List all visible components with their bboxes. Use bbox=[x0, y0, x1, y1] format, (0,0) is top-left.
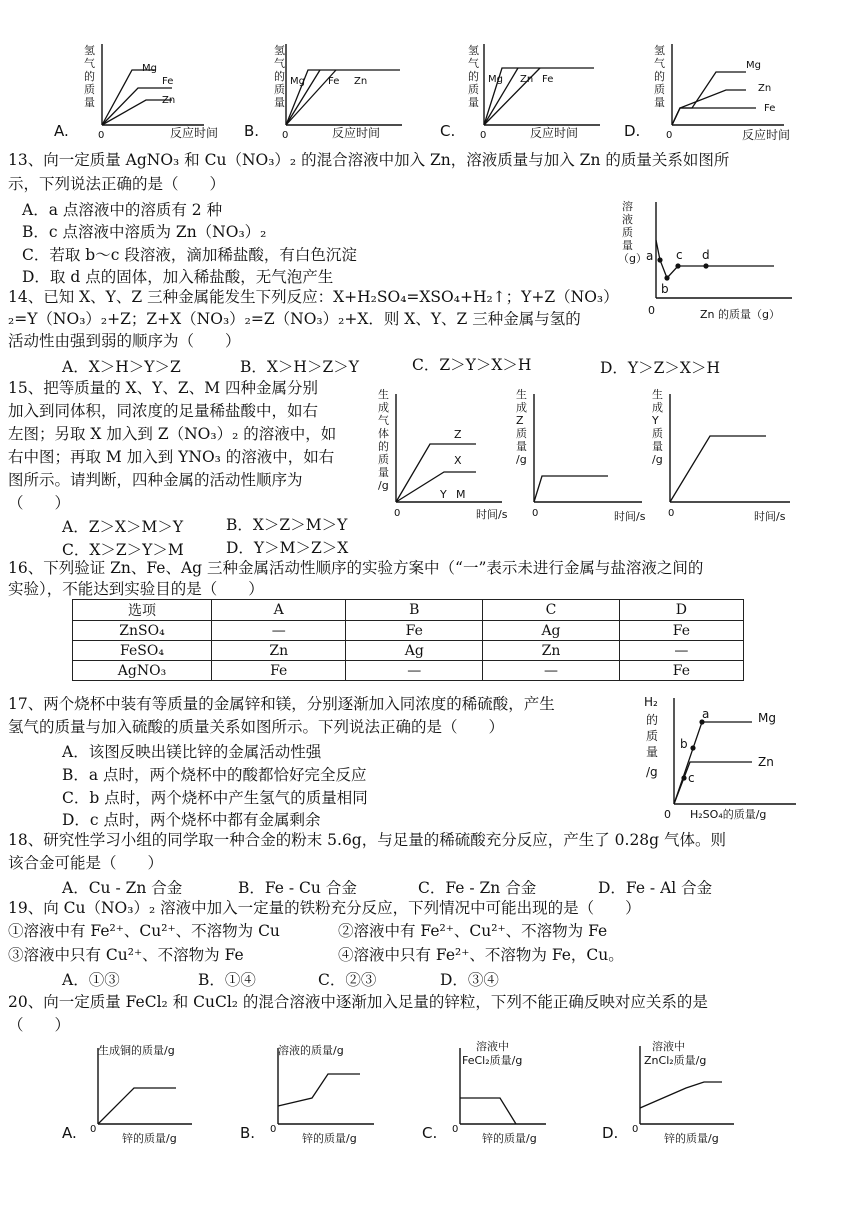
svg-text:的: 的 bbox=[274, 70, 285, 83]
y-axis-label bbox=[646, 713, 658, 779]
q17-option-a[interactable]: A．该图反映出镁比锌的金属活动性强 bbox=[62, 743, 322, 761]
y-axis-label bbox=[84, 43, 95, 109]
origin-label: 0 bbox=[666, 130, 673, 140]
q14-stem-line3: 活动性由强到弱的顺序为（ ） bbox=[8, 332, 241, 350]
table-cell: AgNO₃ bbox=[73, 661, 212, 681]
q19-item-3: ③溶液中只有 Cu²⁺、不溶物为 Fe bbox=[8, 946, 244, 964]
svg-text:的: 的 bbox=[468, 70, 479, 83]
svg-text:气: 气 bbox=[378, 414, 389, 427]
option-letter-d: D. bbox=[624, 122, 641, 140]
y-axis-label bbox=[274, 43, 285, 109]
solution-mass-line bbox=[656, 240, 774, 278]
origin-label: 0 bbox=[452, 1124, 459, 1135]
point-label-b: b bbox=[661, 282, 669, 296]
table-header-cell: B bbox=[346, 600, 483, 621]
q15-option-b[interactable]: B．X＞Z＞M＞Y bbox=[226, 516, 348, 534]
table-cell: Ag bbox=[483, 621, 620, 641]
series-label-zn: Zn bbox=[758, 83, 772, 94]
table-cell: — bbox=[212, 621, 346, 641]
q16-table bbox=[72, 599, 744, 681]
q14-stem-line1: 14、已知 X、Y、Z 三种金属能发生下列反应：X+H₂SO₄=XSO₄+H₂↑；Y+Z（NO₃） bbox=[8, 288, 619, 306]
series-label-mg: Mg bbox=[758, 711, 776, 725]
series-label-fe: Fe bbox=[764, 103, 776, 114]
series-line-mg bbox=[674, 722, 752, 804]
x-axis-label: 锌的质量/g bbox=[302, 1132, 357, 1145]
series-label-fe: Fe bbox=[542, 74, 554, 85]
q16-stem-line2: 实验），不能达到实验目的是（ ） bbox=[8, 580, 264, 598]
q14-option-d[interactable]: D．Y＞Z＞X＞H bbox=[600, 359, 720, 377]
svg-text:的: 的 bbox=[654, 70, 665, 83]
y-axis-label bbox=[468, 43, 479, 109]
table-header-cell: A bbox=[212, 600, 346, 621]
q18-stem-line2: 该合金可能是（ ） bbox=[8, 854, 164, 872]
y-label-char: 质 bbox=[84, 83, 95, 96]
y-label-char: 量 bbox=[84, 96, 95, 109]
table-row bbox=[73, 621, 744, 641]
y-label-char: 气 bbox=[84, 57, 95, 70]
y-label-char: 的 bbox=[84, 70, 95, 83]
svg-text:量: 量 bbox=[622, 239, 633, 252]
origin-label: 0 bbox=[632, 1124, 639, 1135]
y-axis-label: 生成铜的质量/g bbox=[98, 1044, 175, 1057]
table-cell: Fe bbox=[212, 661, 346, 681]
svg-text:生: 生 bbox=[378, 388, 389, 401]
q18-option-d[interactable]: D．Fe - Al 合金 bbox=[598, 879, 713, 897]
q20-option-d-letter[interactable]: D. bbox=[602, 1124, 619, 1142]
q20-option-b-letter[interactable]: B. bbox=[240, 1124, 256, 1142]
chart-q15-left bbox=[372, 384, 512, 524]
table-cell: — bbox=[619, 641, 743, 661]
svg-text:的: 的 bbox=[646, 713, 659, 727]
q17-stem-line2: 氢气的质量与加入硫酸的质量关系如图所示。下列说法正确的是（ ） bbox=[8, 718, 505, 736]
svg-text:/g: /g bbox=[646, 765, 658, 779]
table-row bbox=[73, 661, 744, 681]
chart-q20-a bbox=[84, 1040, 204, 1150]
svg-text:体: 体 bbox=[378, 427, 389, 440]
q15-stem-line5: 图所示。请判断，四种金属的活动性顺序为 bbox=[8, 471, 303, 489]
q19-option-a[interactable]: A．①③ bbox=[62, 971, 120, 989]
table-row bbox=[73, 641, 744, 661]
origin-label: 0 bbox=[664, 808, 671, 821]
option-letter-c: C. bbox=[440, 122, 456, 140]
y-axis-label-line2: ZnCl₂质量/g bbox=[644, 1054, 707, 1067]
x-axis-label: 反应时间 bbox=[332, 126, 381, 140]
q15-option-a[interactable]: A．Z＞X＞M＞Y bbox=[62, 518, 184, 536]
q18-option-a[interactable]: A．Cu - Zn 合金 bbox=[62, 879, 183, 897]
q19-option-b[interactable]: B．①④ bbox=[198, 971, 256, 989]
origin-label: 0 bbox=[394, 508, 401, 519]
q13-stem-line1: 13、向一定质量 AgNO₃ 和 Cu（NO₃）₂ 的混合溶液中加入 Zn，溶液质量与加入 Zn 的质量关系如图所 bbox=[8, 151, 730, 169]
q15-stem-line4: 右中图；再取 M 加入到 YNO₃ 的溶液中，如右 bbox=[8, 448, 335, 466]
option-letter-b: B. bbox=[244, 122, 260, 140]
series-line bbox=[460, 1098, 516, 1124]
q20-stem-line2: （ ） bbox=[8, 1016, 71, 1034]
point-b bbox=[690, 745, 695, 750]
svg-text:量: 量 bbox=[652, 440, 663, 453]
origin-label: 0 bbox=[282, 130, 289, 140]
origin-label: 0 bbox=[532, 508, 539, 519]
svg-text:成: 成 bbox=[516, 401, 527, 414]
svg-text:液: 液 bbox=[622, 213, 633, 226]
series-label-y: Y bbox=[440, 488, 447, 501]
svg-text:气: 气 bbox=[274, 57, 285, 70]
table-cell: — bbox=[483, 661, 620, 681]
svg-text:质: 质 bbox=[378, 453, 389, 466]
x-axis-label: 反应时间 bbox=[530, 126, 579, 140]
x-axis-label: 时间/s bbox=[754, 510, 786, 523]
svg-text:量: 量 bbox=[468, 96, 479, 109]
chart-q12-d bbox=[646, 40, 786, 140]
chart-q20-b bbox=[262, 1040, 382, 1150]
point-b bbox=[664, 275, 669, 280]
svg-text:氢: 氢 bbox=[274, 44, 285, 57]
table-cell: — bbox=[346, 661, 483, 681]
svg-text:质: 质 bbox=[652, 427, 663, 440]
series-label-fe: Fe bbox=[162, 76, 174, 87]
svg-text:Y: Y bbox=[652, 414, 659, 427]
origin-label: 0 bbox=[90, 1124, 97, 1135]
q14-stem-line2: ₂=Y（NO₃）₂+Z；Z+X（NO₃）₂=Z（NO₃）₂+X．则 X、Y、Z 三种金属与氢的 bbox=[8, 310, 581, 328]
table-cell: Zn bbox=[483, 641, 620, 661]
svg-text:/g: /g bbox=[378, 479, 389, 492]
q14-option-a[interactable]: A．X＞H＞Y＞Z bbox=[62, 358, 181, 376]
x-axis-label: 锌的质量/g bbox=[482, 1132, 537, 1145]
point-label-c: c bbox=[688, 771, 695, 785]
q13-option-a[interactable]: A．a 点溶液中的溶质有 2 种 bbox=[22, 201, 223, 219]
q13-option-b[interactable]: B．c 点溶液中溶质为 Zn（NO₃）₂ bbox=[22, 223, 267, 241]
point-c bbox=[675, 263, 680, 268]
y-axis-label bbox=[378, 387, 389, 492]
q17-option-c[interactable]: C．b 点时，两个烧杯中产生氢气的质量相同 bbox=[62, 789, 368, 807]
svg-text:质: 质 bbox=[274, 83, 285, 96]
q19-stem-line1: 19、向 Cu（NO₃）₂ 溶液中加入一定量的铁粉充分反应，下列情况中可能出现的是（ ） bbox=[8, 899, 641, 917]
point-d bbox=[703, 263, 708, 268]
svg-text:/g: /g bbox=[516, 453, 527, 466]
y-axis-label bbox=[654, 43, 665, 109]
q14-option-b[interactable]: B．X＞H＞Z＞Y bbox=[240, 358, 359, 376]
series-label-mg: Mg bbox=[290, 76, 305, 87]
chart-q20-d bbox=[624, 1036, 744, 1150]
table-header-cell: D bbox=[619, 600, 743, 621]
svg-text:/g: /g bbox=[652, 453, 663, 466]
point-label-d: d bbox=[702, 248, 710, 262]
series-label-zn: Zn bbox=[162, 95, 176, 106]
q18-option-b[interactable]: B．Fe - Cu 合金 bbox=[238, 879, 357, 897]
q15-option-c[interactable]: C．X＞Z＞Y＞M bbox=[62, 541, 184, 559]
series-line bbox=[278, 1074, 360, 1106]
origin-label: 0 bbox=[98, 130, 105, 140]
x-axis-label: 反应时间 bbox=[170, 126, 219, 140]
table-header-cell: 选项 bbox=[73, 600, 212, 621]
series-label-zn: Zn bbox=[520, 74, 534, 85]
point-a bbox=[657, 257, 662, 262]
chart-q20-c bbox=[446, 1040, 566, 1150]
svg-text:氢: 氢 bbox=[468, 44, 479, 57]
origin-label: 0 bbox=[668, 508, 675, 519]
chart-q15-right bbox=[646, 384, 796, 524]
y-axis-label bbox=[651, 387, 663, 466]
svg-text:生: 生 bbox=[516, 388, 527, 401]
series-line bbox=[670, 436, 766, 502]
point-label-c: c bbox=[676, 248, 683, 262]
svg-text:的: 的 bbox=[378, 440, 389, 453]
y-axis-label-line1: 溶液中 bbox=[652, 1040, 685, 1053]
x-axis-label: 反应时间 bbox=[742, 128, 791, 142]
point-label-b: b bbox=[680, 737, 688, 751]
x-axis-label: Zn 的质量（g） bbox=[700, 308, 780, 321]
svg-text:气: 气 bbox=[468, 57, 479, 70]
series-line bbox=[640, 1082, 722, 1108]
q19-option-c[interactable]: C．②③ bbox=[318, 971, 377, 989]
svg-text:气: 气 bbox=[654, 57, 665, 70]
series-label-zn: Zn bbox=[354, 76, 368, 87]
table-cell: ZnSO₄ bbox=[73, 621, 212, 641]
q15-stem-line6: （ ） bbox=[8, 494, 71, 512]
table-cell: Fe bbox=[619, 621, 743, 641]
table-cell: Fe bbox=[619, 661, 743, 681]
svg-text:质: 质 bbox=[654, 83, 665, 96]
series-label-z: Z bbox=[454, 428, 462, 441]
series-line-mg bbox=[672, 72, 746, 125]
origin-label: 0 bbox=[480, 130, 487, 140]
svg-text:质: 质 bbox=[622, 226, 633, 239]
q19-item-4: ④溶液中只有 Fe²⁺、不溶物为 Fe，Cu。 bbox=[338, 946, 624, 964]
x-axis-label: 时间/s bbox=[476, 508, 508, 521]
origin-label: 0 bbox=[270, 1124, 277, 1135]
q20-option-a-letter[interactable]: A. bbox=[62, 1124, 77, 1142]
table-header-cell: C bbox=[483, 600, 620, 621]
table-cell: Zn bbox=[212, 641, 346, 661]
q13-option-c[interactable]: C．若取 b～c 段溶液，滴加稀盐酸，有白色沉淀 bbox=[22, 246, 357, 264]
point-label-a: a bbox=[702, 707, 710, 721]
table-cell: FeSO₄ bbox=[73, 641, 212, 661]
y-axis-label-line2: FeCl₂质量/g bbox=[462, 1054, 523, 1067]
chart-q15-mid bbox=[508, 384, 648, 524]
x-axis-label: H₂SO₄的质量/g bbox=[690, 808, 767, 821]
y-axis-label: 溶液的质量/g bbox=[278, 1044, 344, 1057]
series-label-m: M bbox=[456, 488, 466, 501]
series-line bbox=[534, 476, 608, 502]
q17-stem-line1: 17、两个烧杯中装有等质量的金属锌和镁，分别逐渐加入同浓度的稀硫酸，产生 bbox=[8, 695, 555, 713]
q15-stem-line2: 加入到同体积，同浓度的足量稀盐酸中，如右 bbox=[8, 402, 319, 420]
series-label-x: X bbox=[454, 454, 462, 467]
q18-stem-line1: 18、研究性学习小组的同学取一种合金的粉末 5.6g，与足量的稀硫酸充分反应，产生了 0.28g 气体。则 bbox=[8, 831, 727, 849]
svg-text:Z: Z bbox=[516, 414, 524, 427]
svg-text:量: 量 bbox=[274, 96, 285, 109]
svg-text:生: 生 bbox=[652, 388, 663, 401]
table-header-row bbox=[73, 600, 744, 621]
y-axis-unit: （g） bbox=[618, 252, 647, 265]
svg-text:成: 成 bbox=[378, 401, 389, 414]
q15-stem-line3: 左图；另取 X 加入到 Z（NO₃）₂ 的溶液中，如 bbox=[8, 425, 337, 443]
svg-text:成: 成 bbox=[652, 401, 663, 414]
point-label-a: a bbox=[646, 249, 654, 263]
svg-text:溶: 溶 bbox=[622, 200, 633, 213]
q19-option-d[interactable]: D．③④ bbox=[440, 971, 499, 989]
table-cell: Fe bbox=[346, 621, 483, 641]
option-letter-a: A. bbox=[54, 122, 69, 140]
q16-stem-line1: 16、下列验证 Zn、Fe、Ag 三种金属活动性顺序的实验方案中（“一”表示未进行金属与盐溶液之间的 bbox=[8, 559, 704, 577]
svg-text:量: 量 bbox=[378, 466, 389, 479]
q18-option-c[interactable]: C．Fe - Zn 合金 bbox=[418, 879, 537, 897]
svg-text:量: 量 bbox=[654, 96, 665, 109]
series-label-mg: Mg bbox=[746, 60, 761, 71]
q15-stem-line1: 15、把等质量的 X、Y、Z、M 四种金属分别 bbox=[8, 379, 318, 397]
origin-label: 0 bbox=[648, 304, 655, 317]
x-axis-label: 时间/s bbox=[614, 510, 646, 523]
q20-option-c-letter[interactable]: C. bbox=[422, 1124, 438, 1142]
svg-text:质: 质 bbox=[516, 427, 527, 440]
q13-stem-line2: 示，下列说法正确的是（ ） bbox=[8, 175, 226, 193]
y-label-char: 氢 bbox=[84, 44, 95, 57]
series-label-mg: Mg bbox=[488, 74, 503, 85]
x-axis-label: 锌的质量/g bbox=[122, 1132, 177, 1145]
q19-item-2: ②溶液中有 Fe²⁺、Cu²⁺、不溶物为 Fe bbox=[338, 922, 608, 940]
series-label-zn: Zn bbox=[758, 755, 774, 769]
svg-text:质: 质 bbox=[646, 729, 659, 743]
q15-option-d[interactable]: D．Y＞M＞Z＞X bbox=[226, 539, 349, 557]
q17-option-d[interactable]: D．c 点时，两个烧杯中都有金属剩余 bbox=[62, 811, 321, 829]
series-label-fe: Fe bbox=[328, 76, 340, 87]
q17-option-b[interactable]: B．a 点时，两个烧杯中的酸都恰好完全反应 bbox=[62, 766, 367, 784]
chart-q17 bbox=[640, 690, 800, 826]
q14-option-c[interactable]: C．Z＞Y＞X＞H bbox=[412, 356, 532, 374]
q19-item-1: ①溶液中有 Fe²⁺、Cu²⁺、不溶物为 Cu bbox=[8, 922, 280, 940]
chart-q13 bbox=[614, 196, 794, 326]
x-axis-label: 锌的质量/g bbox=[664, 1132, 719, 1145]
q20-stem-line1: 20、向一定质量 FeCl₂ 和 CuCl₂ 的混合溶液中逐渐加入足量的锌粒，下列不能正确反映对应关系的是 bbox=[8, 993, 708, 1011]
svg-text:氢: 氢 bbox=[654, 44, 665, 57]
table-cell: Ag bbox=[346, 641, 483, 661]
y-axis-label-top: H₂ bbox=[644, 695, 658, 709]
q13-option-d[interactable]: D．取 d 点的固体，加入稀盐酸，无气泡产生 bbox=[22, 268, 334, 286]
svg-text:量: 量 bbox=[516, 440, 527, 453]
series-label-mg: Mg bbox=[142, 63, 157, 74]
svg-text:量: 量 bbox=[646, 745, 659, 759]
y-axis-label bbox=[622, 199, 633, 252]
series-line bbox=[98, 1088, 176, 1124]
y-axis-label bbox=[516, 387, 527, 466]
svg-text:质: 质 bbox=[468, 83, 479, 96]
y-axis-label-line1: 溶液中 bbox=[476, 1040, 509, 1053]
series-line-fe bbox=[672, 108, 756, 125]
point-c bbox=[681, 775, 686, 780]
